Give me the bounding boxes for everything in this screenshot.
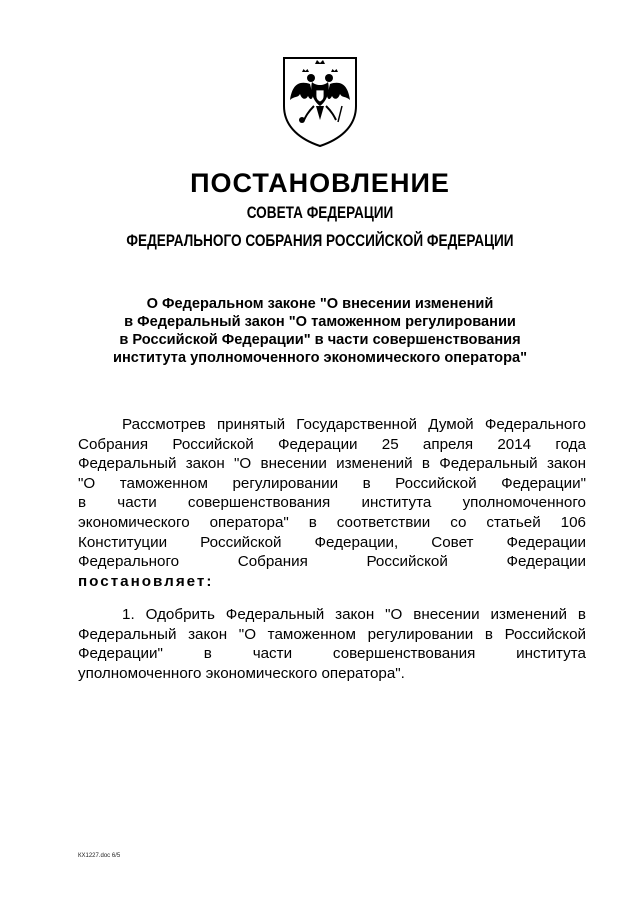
- paragraph-line: Федеральный закон "О внесении изменений в Федеральный закон: [78, 455, 586, 473]
- paragraph-line: "О таможенном регулировании в Российской Федерации": [78, 474, 586, 492]
- paragraph-line: Собрания Российской Федерации 25 апреля 2014 года: [78, 435, 586, 453]
- document-title: ПОСТАНОВЛЕНИЕ: [190, 168, 450, 198]
- paragraph-line: уполномоченного экономического оператора".: [78, 664, 405, 682]
- heading-line: О Федеральном законе "О внесении изменений: [146, 296, 494, 312]
- paragraph-line: Конституции Российской Федерации, Совет Федерации: [78, 533, 586, 551]
- resolution-heading: [60, 295, 580, 367]
- paragraph-line: 1. Одобрить Федеральный закон "О внесении изменений в: [122, 606, 586, 623]
- heading-line: в Российской Федерации" в части совершенствования: [119, 332, 521, 348]
- paragraph-line: в части совершенствования института уполномоченного: [78, 494, 586, 512]
- russian-coat-of-arms-icon: [280, 56, 360, 148]
- paragraph-considering: [78, 415, 586, 591]
- resolves-keyword: постановляет:: [78, 572, 214, 590]
- paragraph-item-1: [78, 605, 586, 683]
- paragraph-line: Федерального Собрания Российской Федерации: [78, 553, 586, 571]
- paragraph-line: Рассмотрев принятый Государственной Думой Федерального: [122, 416, 586, 433]
- heading-line: института уполномоченного экономического оператора": [112, 350, 528, 366]
- paragraph-line: Федерации" в части совершенствования института: [78, 645, 586, 663]
- document-subtitle-line2: ФЕДЕРАЛЬНОГО СОБРАНИЯ РОССИЙСКОЙ ФЕДЕРАЦИИ: [126, 231, 514, 250]
- paragraph-line: Федеральный закон "О таможенном регулировании в Российской: [78, 625, 586, 643]
- document-subtitle-line1: СОВЕТА ФЕДЕРАЦИИ: [246, 203, 394, 222]
- heading-line: в Федеральный закон "О таможенном регулировании: [124, 314, 516, 330]
- document-file-code: КХ1227.doc 6/5: [78, 853, 121, 859]
- paragraph-line: экономического оператора" в соответствии со статьей 106: [78, 513, 586, 531]
